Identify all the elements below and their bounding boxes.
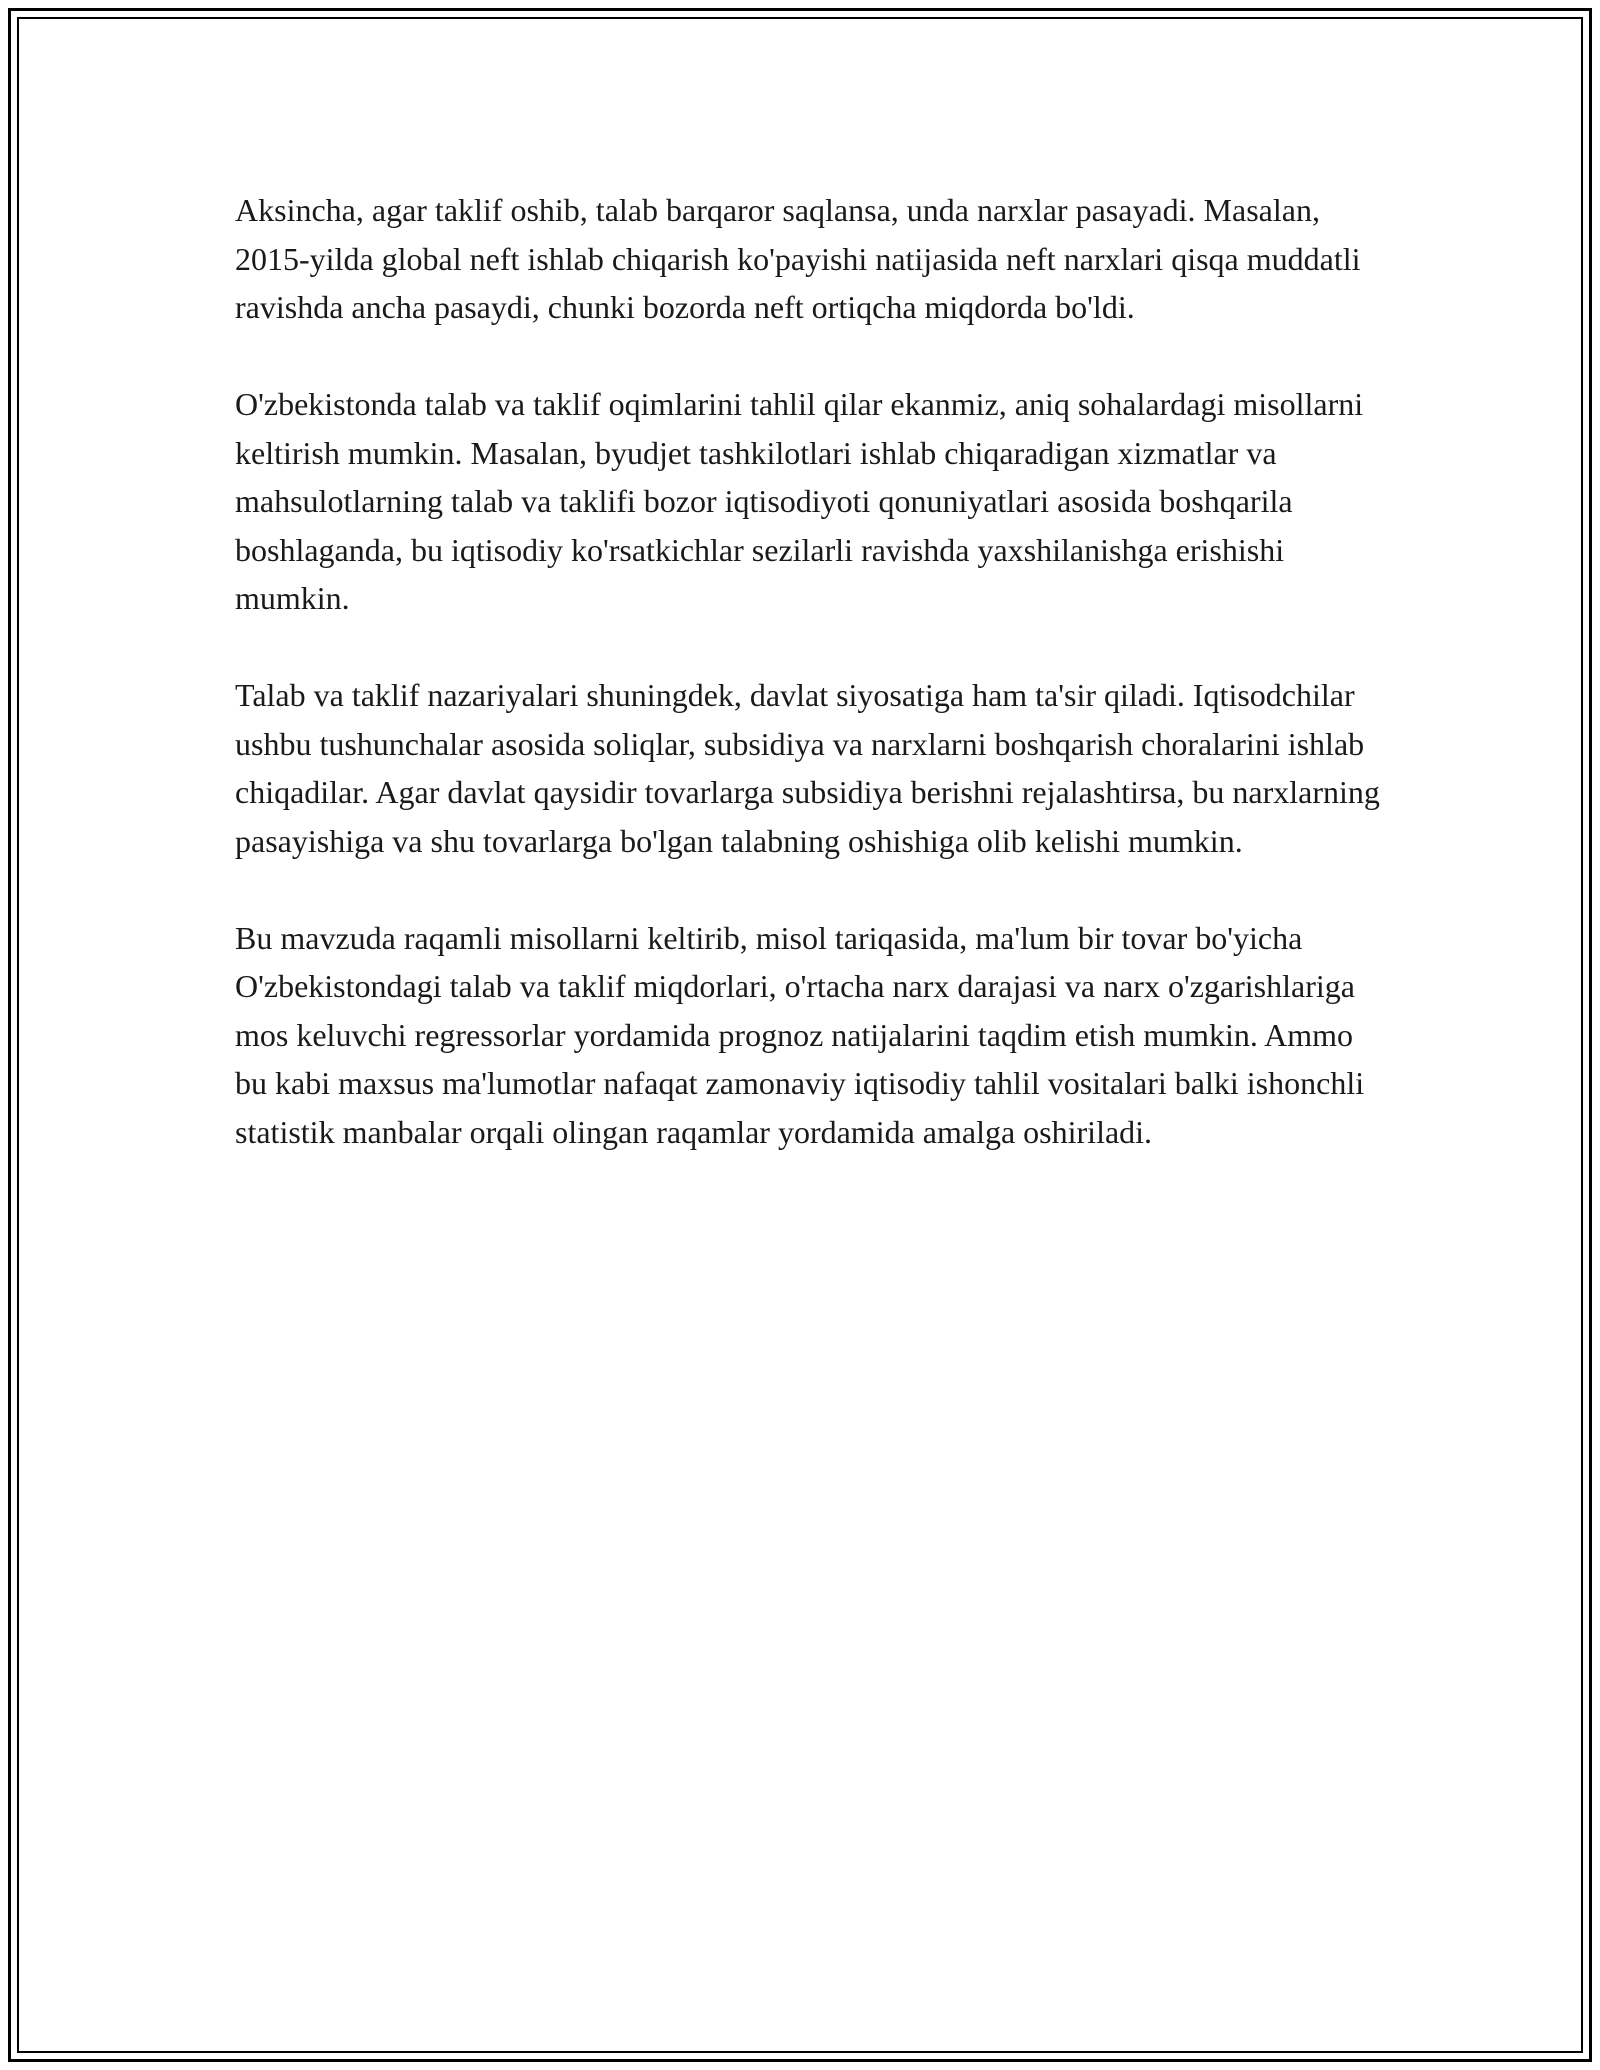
paragraph-2: O'zbekistonda talab va taklif oqimlarini tahlil qilar ekanmiz, aniq sohalardagi misollarni keltirish mumkin. Masalan, byudjet tashkilotlari ishlab chiqaradigan xizmatlar va mahsulotlarning talab va taklifi bozor iqtisodiyoti qonuniyatlari asosida boshqarila boshlaganda, bu iqtisodiy ko'rsatkichlar sezilarli ravishda yaxshilanishga erishishi mumkin.	[235, 386, 1364, 616]
paragraph-1: Aksincha, agar taklif oshib, talab barqaror saqlansa, unda narxlar pasayadi. Masalan, 2015-yilda global neft ishlab chiqarish ko'payishi natijasida neft narxlari qisqa muddatli ravishda ancha pasaydi, chunki bozorda neft ortiqcha miqdorda bo'ldi.	[235, 192, 1361, 325]
paragraph-3: Talab va taklif nazariyalari shuningdek, davlat siyosatiga ham ta'sir qiladi. Iqtisodchilar ushbu tushunchalar asosida soliqlar, subsidiya va narxlarni boshqarish choralarini ishlab chiqadilar. Agar davlat qaysidir tovarlarga subsidiya berishni rejalashtirsa, bu narxlarning pasayishiga va shu tovarlarga bo'lgan talabning oshishiga olib kelishi mumkin.	[235, 677, 1380, 859]
document-body	[235, 186, 1385, 1205]
paragraph-4: Bu mavzuda raqamli misollarni keltirib, misol tariqasida, ma'lum bir tovar bo'yicha O'zbekistondagi talab va taklif miqdorlari, o'rtacha narx darajasi va narx o'zgarishlariga mos keluvchi regressorlar yordamida prognoz natijalarini taqdim etish mumkin. Ammo bu kabi maxsus ma'lumotlar nafaqat zamonaviy iqtisodiy tahlil vositalari balki ishonchli statistik manbalar orqali olingan raqamlar yordamida amalga oshiriladi.	[235, 919, 1365, 1150]
